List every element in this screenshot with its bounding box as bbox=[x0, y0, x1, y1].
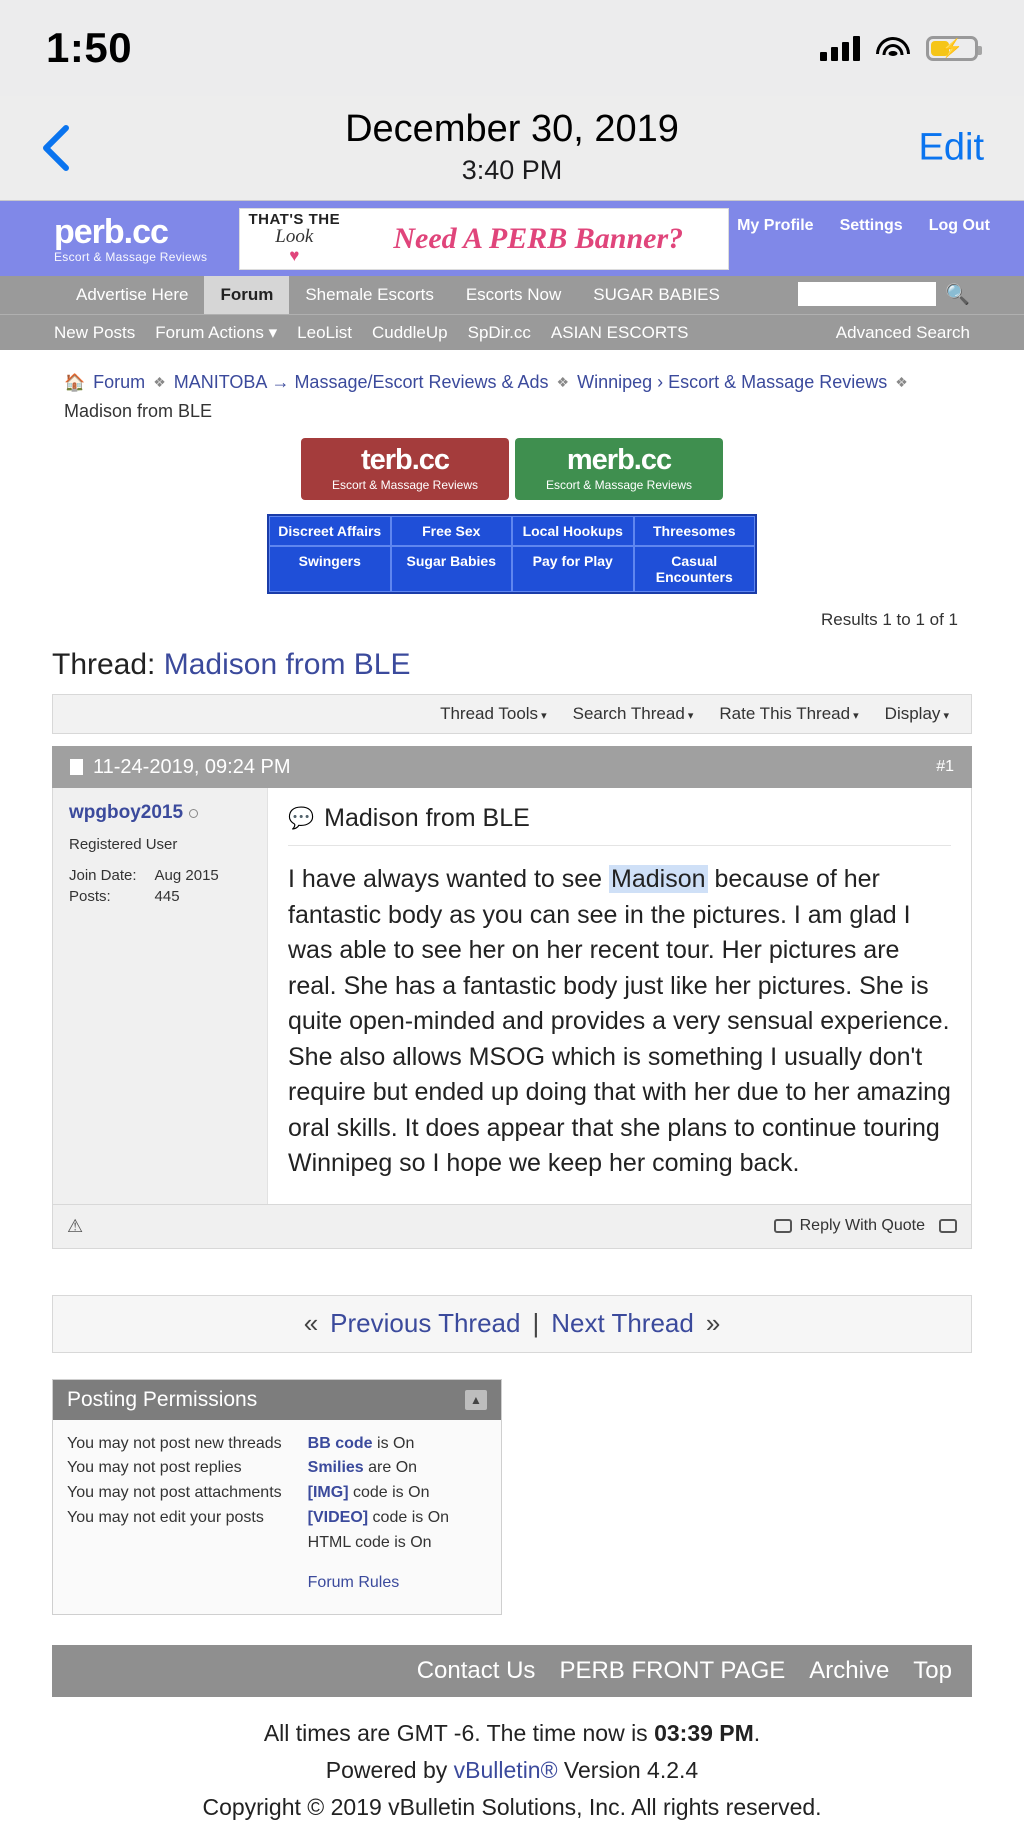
post-text-after: because of her fantastic body as you can see in the pictures. I am glad I was able to see her on her recent tour. Her pictures are real. She has a fantastic body just like her pictures. She is quite open-minded and provides a very sensual experience. She also allows MSOG which is something I usually don't require but ended up doing that with her due to her amazing oral skills. It does appear that she plans to continue touring Winnipeg so I hope we keep her coming back. bbox=[288, 865, 951, 1177]
search-thread-button[interactable] bbox=[573, 704, 694, 724]
multiquote-icon[interactable] bbox=[939, 1219, 957, 1233]
promo-logo-merb-sub: Escort & Massage Reviews bbox=[545, 478, 693, 492]
permissions-left-column bbox=[67, 1432, 282, 1597]
status-time: 1:50 bbox=[46, 24, 133, 71]
permissions-right-column bbox=[308, 1432, 449, 1597]
post-icon: 💬 bbox=[288, 806, 315, 830]
battery-charging-icon: ⚡ bbox=[926, 36, 978, 61]
promo-logos bbox=[40, 438, 984, 500]
img-code-state: code is On bbox=[348, 1484, 430, 1502]
nav-cuddleup[interactable]: CuddleUp bbox=[372, 322, 448, 342]
img-code-link[interactable]: [IMG] bbox=[307, 1484, 349, 1502]
contact-us-link[interactable]: Contact Us bbox=[416, 1657, 536, 1685]
nav-forum[interactable]: Forum bbox=[204, 276, 289, 314]
online-status-icon bbox=[189, 809, 198, 818]
thread-toolbar bbox=[52, 694, 972, 734]
breadcrumb-manitoba[interactable]: MANITOBA → Massage/Escort Reviews & Ads bbox=[173, 372, 549, 392]
back-button[interactable] bbox=[38, 122, 74, 174]
link-my-profile[interactable]: My Profile bbox=[737, 217, 814, 234]
video-code-link[interactable]: [VIDEO] bbox=[307, 1508, 369, 1526]
join-date-label: Join Date: bbox=[69, 867, 137, 884]
site-logo[interactable] bbox=[54, 212, 208, 264]
signal-icon bbox=[820, 35, 860, 61]
promo-logo-terb-sub: Escort & Massage Reviews bbox=[331, 478, 479, 492]
permission-code-item bbox=[308, 1456, 449, 1481]
post-author-panel bbox=[53, 788, 268, 1204]
html-code-state: HTML code is On bbox=[307, 1533, 432, 1551]
chevron-down-icon: ▾ bbox=[850, 710, 859, 722]
nav-sugar-babies[interactable]: SUGAR BABIES bbox=[593, 285, 720, 304]
display-button[interactable] bbox=[885, 704, 949, 724]
ad-cell-pay-for-play[interactable]: Pay for Play bbox=[512, 546, 634, 592]
video-code-state: code is On bbox=[368, 1508, 450, 1526]
nav-leolist[interactable]: LeoList bbox=[297, 322, 352, 342]
rate-thread-label: Rate This Thread bbox=[719, 704, 851, 723]
web-page bbox=[0, 201, 1024, 1826]
status-indicators bbox=[820, 35, 978, 61]
promo-logo-merb[interactable] bbox=[515, 438, 723, 500]
breadcrumb-forum[interactable]: Forum bbox=[93, 372, 146, 392]
link-log-out[interactable]: Log Out bbox=[928, 217, 990, 234]
thread-heading bbox=[40, 630, 984, 694]
thread-tools-label: Thread Tools bbox=[440, 704, 539, 723]
nav-spdir[interactable]: SpDir.cc bbox=[467, 322, 531, 342]
promo-logo-terb-name: terb.cc bbox=[360, 444, 450, 476]
ad-cell-local-hookups[interactable]: Local Hookups bbox=[512, 516, 634, 546]
advanced-search-link[interactable]: Advanced Search bbox=[835, 322, 970, 342]
post-date: 11-24-2019, 09:24 PM bbox=[93, 755, 291, 778]
ad-banner-text: Need A PERB Banner? bbox=[393, 221, 684, 255]
ad-cell-threesomes[interactable]: Threesomes bbox=[634, 516, 756, 546]
breadcrumb-current: Madison from BLE bbox=[64, 401, 213, 421]
nav-advertise-here[interactable]: Advertise Here bbox=[76, 285, 189, 304]
smilies-state: are On bbox=[363, 1459, 418, 1477]
nav-new-posts[interactable]: New Posts bbox=[54, 322, 136, 342]
footer-powered bbox=[40, 1752, 984, 1789]
post-author-stats bbox=[69, 865, 219, 907]
chevron-down-icon: ▾ bbox=[538, 710, 547, 722]
post-text-before: I have always wanted to see bbox=[288, 865, 610, 893]
ad-cell-discreet-affairs[interactable]: Discreet Affairs bbox=[269, 516, 391, 546]
posts-value: 445 bbox=[154, 888, 180, 905]
post-text-highlight: Madison bbox=[611, 865, 706, 893]
breadcrumb-winnipeg[interactable]: Winnipeg › Escort & Massage Reviews bbox=[577, 372, 888, 392]
footer-powered-pre: Powered by bbox=[325, 1757, 454, 1784]
posting-permissions-title: Posting Permissions bbox=[67, 1387, 258, 1411]
breadcrumb bbox=[40, 350, 984, 430]
primary-nav bbox=[0, 276, 1024, 314]
archive-link[interactable]: Archive bbox=[809, 1657, 890, 1685]
top-link[interactable]: Top bbox=[913, 1657, 952, 1685]
permission-code-item bbox=[308, 1432, 449, 1457]
display-label: Display bbox=[884, 704, 941, 723]
secondary-nav bbox=[0, 314, 1024, 350]
nav-title-group bbox=[345, 107, 679, 187]
post bbox=[52, 788, 972, 1205]
footer-powered-post: Version 4.2.4 bbox=[557, 1757, 699, 1784]
ad-banner[interactable] bbox=[239, 208, 729, 270]
search-icon[interactable]: 🔍 bbox=[945, 283, 970, 306]
posts-label: Posts: bbox=[69, 888, 111, 905]
home-icon[interactable]: 🏠 bbox=[64, 372, 86, 392]
footer-times-post: . bbox=[753, 1720, 761, 1747]
next-mark: » bbox=[705, 1308, 721, 1338]
previous-thread-link[interactable]: Previous Thread bbox=[330, 1308, 521, 1338]
search-input[interactable] bbox=[797, 281, 937, 307]
page-subtitle: 3:40 PM bbox=[461, 155, 563, 186]
nav-shemale-escorts[interactable]: Shemale Escorts bbox=[305, 285, 434, 304]
page-title: December 30, 2019 bbox=[345, 107, 679, 150]
ad-banner-line1: THAT'S THE bbox=[248, 210, 341, 228]
ios-status-bar bbox=[0, 0, 1024, 96]
breadcrumb-sep-1: ❖ bbox=[153, 374, 166, 390]
ad-cell-swingers[interactable]: Swingers bbox=[269, 546, 391, 592]
prev-mark: « bbox=[303, 1308, 319, 1338]
footer-links-bar bbox=[52, 1645, 972, 1697]
promo-logo-terb[interactable] bbox=[301, 438, 509, 500]
breadcrumb-sep-3: ❖ bbox=[895, 374, 908, 390]
ad-cell-casual-encounters[interactable]: Casual Encounters bbox=[634, 546, 756, 592]
nav-asian-escorts[interactable]: ASIAN ESCORTS bbox=[550, 322, 689, 342]
footer-times-pre: All times are GMT -6. The time now is bbox=[263, 1720, 655, 1747]
nav-forum-actions-label: Forum Actions bbox=[155, 322, 264, 342]
bbcode-state: is On bbox=[372, 1434, 415, 1452]
site-header bbox=[0, 201, 1024, 276]
chevron-down-icon: ▾ bbox=[940, 710, 949, 722]
screenshot-nav-bar bbox=[0, 96, 1024, 201]
post-unread-icon bbox=[70, 759, 83, 775]
heart-icon: ♥ bbox=[289, 246, 300, 266]
reply-with-quote-button[interactable] bbox=[774, 1217, 925, 1235]
site-logo-sub: Escort & Massage Reviews bbox=[54, 249, 208, 264]
permission-item: You may not post attachments bbox=[67, 1484, 282, 1502]
forum-rules-link[interactable]: Forum Rules bbox=[307, 1574, 400, 1592]
pagination-divider: | bbox=[532, 1308, 540, 1338]
promo-logo-merb-name: merb.cc bbox=[566, 444, 672, 476]
footer-times-value: 03:39 PM bbox=[654, 1720, 754, 1747]
post-title: Madison from BLE bbox=[324, 804, 530, 832]
permission-item: You may not edit your posts bbox=[67, 1508, 264, 1526]
nav-forum-actions[interactable]: Forum Actions ▾ bbox=[155, 322, 278, 342]
breadcrumb-sep-2: ❖ bbox=[556, 374, 570, 390]
thread-pagination bbox=[52, 1295, 972, 1353]
permission-code-item bbox=[308, 1506, 449, 1531]
collapse-icon[interactable]: ▲ bbox=[465, 1390, 487, 1410]
nav-escorts-now[interactable]: Escorts Now bbox=[465, 285, 562, 304]
next-thread-link[interactable]: Next Thread bbox=[551, 1308, 694, 1338]
post-footer bbox=[52, 1205, 972, 1249]
smilies-link[interactable]: Smilies bbox=[307, 1459, 364, 1477]
reply-with-quote-label: Reply With Quote bbox=[799, 1217, 925, 1234]
post-text bbox=[288, 862, 951, 1182]
ad-cell-free-sex[interactable]: Free Sex bbox=[391, 516, 513, 546]
site-logo-main: perb.cc bbox=[54, 212, 168, 251]
ad-cell-sugar-babies[interactable]: Sugar Babies bbox=[391, 546, 513, 592]
ad-banner-line2: Look bbox=[275, 226, 314, 248]
header-links bbox=[737, 217, 990, 235]
vbulletin-link[interactable]: vBulletin® bbox=[453, 1757, 558, 1784]
quote-icon bbox=[774, 1219, 792, 1233]
posting-permissions-panel bbox=[52, 1379, 502, 1616]
ad-category-grid bbox=[267, 514, 757, 594]
bbcode-link[interactable]: BB code bbox=[307, 1434, 373, 1452]
post-number[interactable]: #1 bbox=[936, 758, 954, 775]
footer-copyright-text: Copyright © 2019 vBulletin Solutions, Inc. All rights reserved. bbox=[202, 1793, 822, 1820]
chevron-down-icon: ▾ bbox=[684, 710, 694, 722]
thread-tools-button[interactable] bbox=[440, 704, 547, 724]
permission-code-item bbox=[308, 1481, 449, 1506]
rate-thread-button[interactable] bbox=[719, 704, 858, 724]
post-body bbox=[268, 788, 971, 1204]
footer-times bbox=[40, 1715, 984, 1752]
footer-copyright bbox=[40, 1697, 984, 1825]
edit-button[interactable]: Edit bbox=[918, 126, 984, 169]
post-author-name[interactable]: wpgboy2015 bbox=[69, 802, 184, 823]
ad-banner-brand bbox=[240, 212, 348, 266]
thread-label: Thread: bbox=[52, 648, 156, 681]
thread-title-link[interactable]: Madison from BLE bbox=[163, 648, 411, 681]
join-date-value: Aug 2015 bbox=[154, 867, 219, 884]
wifi-icon bbox=[876, 35, 910, 61]
results-count: Results 1 to 1 of 1 bbox=[820, 610, 958, 629]
post-title-row bbox=[288, 804, 951, 846]
permission-item: You may not post new threads bbox=[67, 1434, 282, 1452]
post-author-role: Registered User bbox=[69, 836, 178, 853]
search-thread-label: Search Thread bbox=[572, 704, 685, 723]
link-settings[interactable]: Settings bbox=[839, 217, 903, 234]
post-header-bar bbox=[52, 746, 972, 788]
search-area bbox=[797, 281, 970, 307]
warning-icon[interactable]: ⚠ bbox=[67, 1215, 84, 1236]
permission-item: You may not post replies bbox=[67, 1459, 242, 1477]
perb-front-page-link[interactable]: PERB FRONT PAGE bbox=[559, 1657, 786, 1685]
posting-permissions-header bbox=[53, 1380, 501, 1420]
